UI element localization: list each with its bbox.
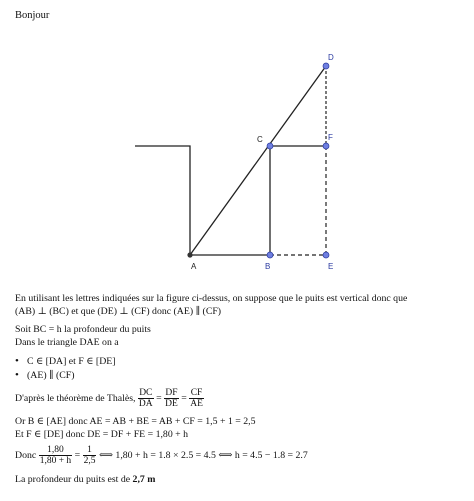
conclusion-line — [15, 474, 155, 486]
point-D — [323, 63, 329, 69]
text-line-et: Et F ∈ [DE] donc DE = DF + FE = 1,80 + h — [15, 429, 189, 440]
fraction-den: AE — [190, 399, 203, 410]
label-C: C — [257, 135, 263, 144]
fraction-donc-2 — [83, 445, 97, 466]
fraction-donc-1 — [39, 445, 72, 466]
donc-prefix: Donc — [15, 450, 37, 461]
bullet-item-1: • C ∈ [DA] et F ∈ [DE] — [27, 356, 116, 368]
label-A: A — [191, 262, 197, 271]
text-line-or: Or B ∈ [AE] donc AE = AB + BE = AB + CF = 1,5 + 1 = 2,5 — [15, 416, 256, 427]
fraction-den: 1,80 + h — [39, 456, 72, 467]
bullet-item-2: • (AE) ∥ (CF) — [27, 370, 75, 382]
label-E: E — [328, 262, 334, 271]
label-D: D — [328, 53, 334, 62]
point-C — [267, 143, 273, 149]
fraction-den: DE — [165, 399, 178, 410]
fraction-den: DA — [138, 399, 153, 410]
segment-AD — [190, 66, 326, 255]
text-line-2: Soit BC = h la profondeur du puits — [15, 324, 151, 335]
fraction-num: 1 — [83, 445, 97, 456]
ground-left-line — [135, 146, 190, 255]
conclusion-prefix: La profondeur du puits est de — [15, 474, 131, 485]
label-F: F — [328, 133, 333, 142]
point-B — [267, 252, 273, 258]
text-line-1b: (AB) ⊥ (BC) et que (DE) ⊥ (CF) donc (AE) ∥ (CF) — [15, 306, 222, 317]
thales-prefix: D'après le théorème de Thalès, — [15, 393, 136, 404]
fraction-dc-da — [138, 388, 154, 409]
greeting-text: Bonjour — [15, 10, 50, 21]
conclusion-value: 2,7 m — [132, 474, 156, 485]
donc-line: Donc $\frac{1,80}{1,80 + h}$ = $\frac{1}{2,5}$ ⟺ 1,80 + h = 1.8 × 2.5 = 4.5 ⟺ h = 4.5 − 1.8 = 2.7 — [15, 445, 308, 467]
fraction-num: CF — [190, 388, 203, 399]
text-line-3: Dans le triangle DAE on a — [15, 337, 119, 348]
text-line-1a: En utilisant les lettres indiquées sur la figure ci-dessus, on suppose que le puits est vertical donc que — [15, 293, 408, 304]
label-B: B — [265, 262, 271, 271]
point-A — [187, 252, 192, 257]
fraction-cf-ae — [189, 388, 204, 409]
point-E — [323, 252, 329, 258]
fraction-num: 1,80 — [39, 445, 72, 456]
fraction-num: DC — [139, 388, 153, 399]
thales-line: D'après le théorème de Thalès, $\frac{DC}{DA}$ = $\frac{DF}{DE}$ = $\frac{CF}{AE}$ — [15, 388, 203, 410]
point-F — [323, 143, 329, 149]
fraction-den: 2,5 — [83, 456, 96, 467]
donc-rest: ⟺ 1,80 + h = 1.8 × 2.5 = 4.5 ⟺ h = 4.5 − 1.8 = 2.7 — [98, 450, 308, 461]
fraction-df-de — [164, 388, 179, 409]
fraction-num: DF — [165, 388, 178, 399]
